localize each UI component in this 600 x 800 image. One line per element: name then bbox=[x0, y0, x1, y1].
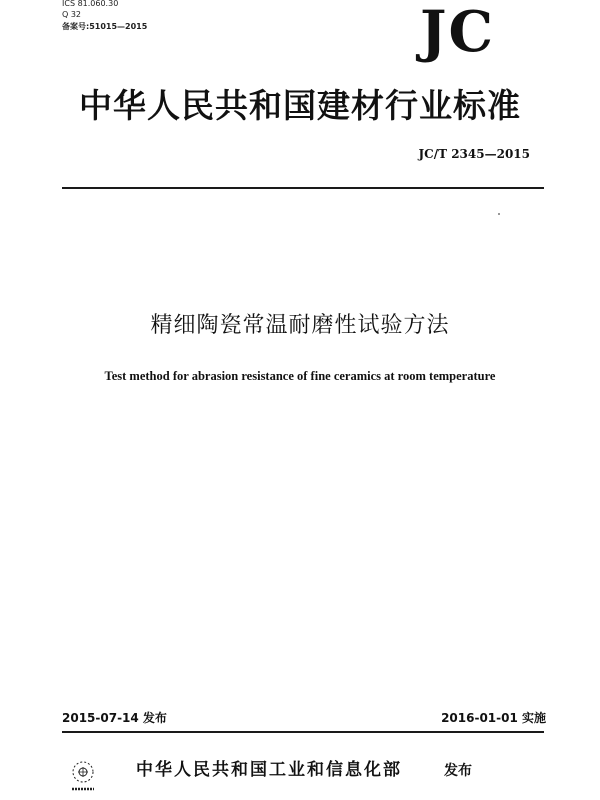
implementation-date: 2016-01-01 实施 bbox=[441, 711, 546, 725]
ics-code: ICS 81.060.30 bbox=[62, 0, 119, 8]
publish-date: 2015-07-14 发布 bbox=[62, 711, 167, 725]
document-title-english: Test method for abrasion resistance of fine ceramics at room temperature bbox=[104, 369, 496, 383]
standard-category-title: 中华人民共和国建材行业标准 bbox=[79, 86, 521, 125]
issuing-authority: 中华人民共和国工业和信息化部 bbox=[136, 760, 402, 780]
ccs-code: Q 32 bbox=[62, 10, 82, 19]
ministry-seal-icon bbox=[66, 756, 106, 796]
standard-number: JC/T 2345—2015 bbox=[418, 147, 530, 161]
document-title-chinese: 精细陶瓷常温耐磨性试验方法 bbox=[150, 313, 450, 338]
top-divider bbox=[62, 187, 544, 189]
record-number: 备案号:51015—2015 bbox=[62, 22, 148, 31]
scan-speck bbox=[498, 213, 500, 215]
bottom-divider bbox=[62, 731, 544, 733]
jc-logo: JC bbox=[420, 0, 496, 65]
issue-label: 发布 bbox=[444, 763, 472, 779]
